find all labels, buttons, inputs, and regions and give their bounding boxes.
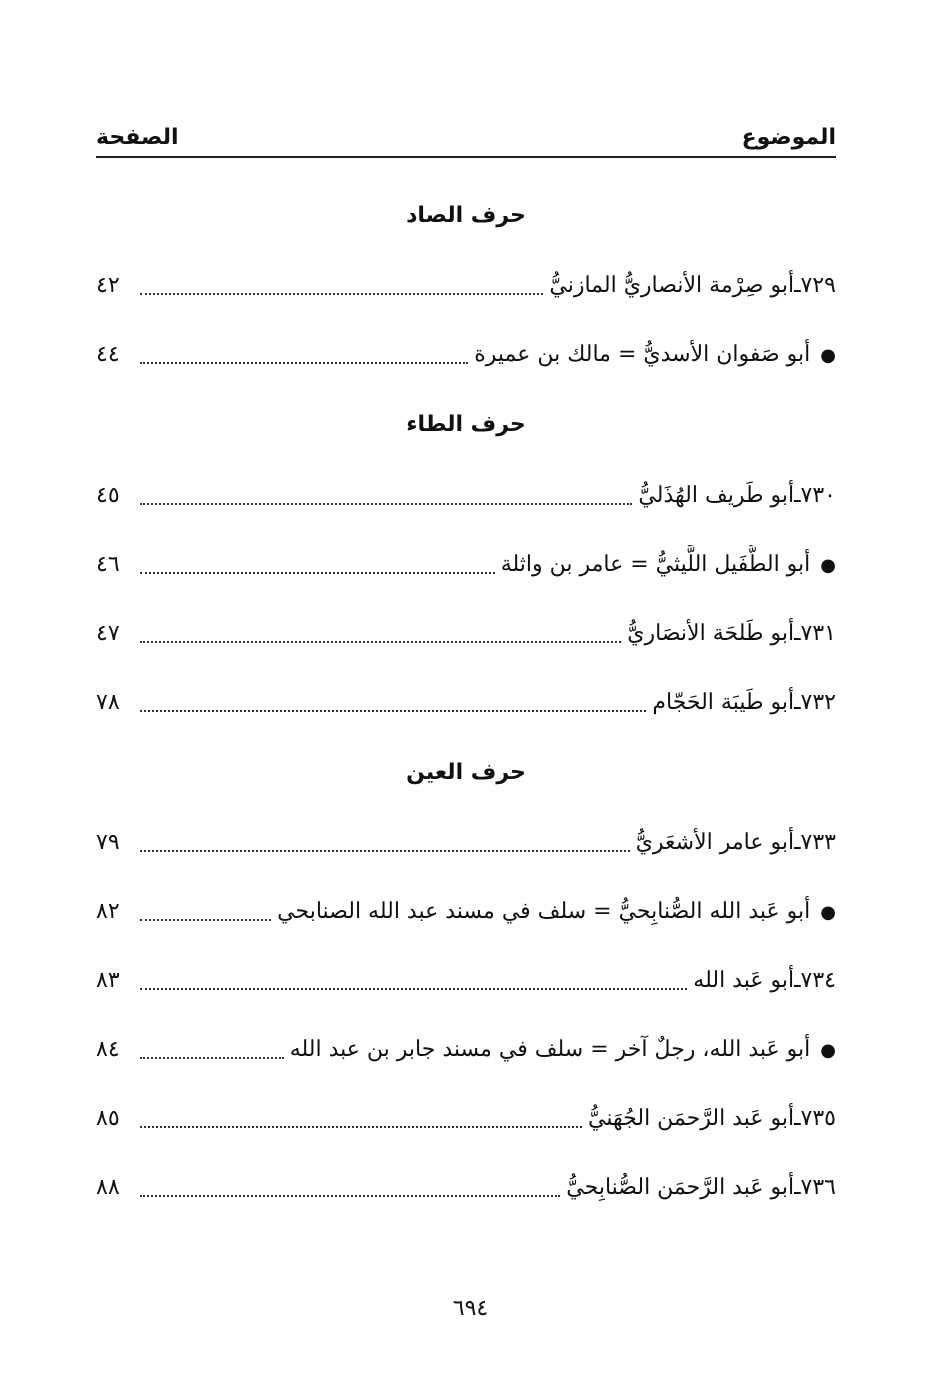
entry-page: ٨٥ <box>96 1106 120 1131</box>
entry-title: أبو صَفوان الأسديُّ = مالك بن عميرة <box>474 342 811 367</box>
page-number: ٦٩٤ <box>452 1296 489 1321</box>
list-item <box>96 1168 836 1208</box>
entry-page: ٧٩ <box>96 830 120 855</box>
page-column-label: الصفحة <box>96 125 179 150</box>
list-item <box>96 823 836 863</box>
entry-title: أبو عَبد الله الصُّنابِحيُّ = سلف في مسند عبد الله الصنابحي <box>277 899 811 924</box>
entry-page: ٨٤ <box>96 1037 120 1062</box>
entry-page: ٧٨ <box>96 690 120 715</box>
list-item <box>96 1099 836 1139</box>
bullet-icon: ● <box>820 902 836 923</box>
list-item <box>96 1030 836 1070</box>
header-divider <box>96 156 836 158</box>
list-item <box>96 476 836 516</box>
bullet-icon: ● <box>820 555 836 576</box>
dot-leader <box>140 572 495 574</box>
dot-leader <box>140 293 543 295</box>
list-item <box>96 335 836 375</box>
entry-number: ٧٢٩ـ <box>794 273 836 298</box>
dot-leader <box>140 641 621 643</box>
list-item <box>96 683 836 723</box>
entry-title: أبو عَبد الله <box>693 968 795 993</box>
entry-title: أبو صِرْمة الأنصاريُّ المازنيُّ <box>549 273 795 298</box>
entry-number: ٧٣١ـ <box>794 621 836 646</box>
dot-leader <box>140 850 630 852</box>
section-heading-ain: حرف العين <box>406 760 526 785</box>
entry-page: ٤٤ <box>96 342 120 367</box>
entry-page: ٤٧ <box>96 621 120 646</box>
section-heading-ta: حرف الطاء <box>406 412 526 437</box>
entry-page: ٤٢ <box>96 273 120 298</box>
entry-number: ٧٣٤ـ <box>794 968 836 993</box>
list-item <box>96 961 836 1001</box>
entry-page: ٤٦ <box>96 552 120 577</box>
entry-title: أبو عَبد الرَّحمَن الجُهَنيُّ <box>588 1106 795 1131</box>
entry-title: أبو طَيبَة الحَجّام <box>652 690 795 715</box>
topic-column-label: الموضوع <box>741 125 836 150</box>
bullet-icon: ● <box>820 1040 836 1061</box>
entry-title: أبو الطُّفَيل اللَّيثيُّ = عامر بن واثلة <box>500 552 811 577</box>
dot-leader <box>140 1057 284 1059</box>
entry-number: ٧٣٢ـ <box>794 690 836 715</box>
dot-leader <box>140 988 687 990</box>
entry-title: أبو طَريف الهُذَليُّ <box>638 483 795 508</box>
dot-leader <box>140 1195 560 1197</box>
entry-page: ٤٥ <box>96 483 120 508</box>
bullet-icon: ● <box>820 345 836 366</box>
dot-leader <box>140 503 632 505</box>
entry-number: ٧٣٦ـ <box>794 1175 836 1200</box>
entry-number: ٧٣٠ـ <box>794 483 836 508</box>
entry-number: ٧٣٥ـ <box>794 1106 836 1131</box>
entry-page: ٨٨ <box>96 1175 120 1200</box>
entry-title: أبو عامر الأشعَريُّ <box>635 830 795 855</box>
entry-title: أبو طَلحَة الأنصَاريُّ <box>627 621 795 646</box>
dot-leader <box>140 919 271 921</box>
entry-page: ٨٢ <box>96 899 120 924</box>
entry-title: أبو عَبد الله، رجلٌ آخر = سلف في مسند جابر بن عبد الله <box>289 1037 811 1062</box>
list-item <box>96 614 836 654</box>
dot-leader <box>140 362 468 364</box>
section-heading-sad: حرف الصاد <box>406 203 526 228</box>
table-header <box>96 110 836 150</box>
entry-number: ٧٣٣ـ <box>794 830 836 855</box>
entry-title: أبو عَبد الرَّحمَن الصُّنابِحيُّ <box>566 1175 795 1200</box>
entry-page: ٨٣ <box>96 968 120 993</box>
dot-leader <box>140 1126 582 1128</box>
list-item <box>96 545 836 585</box>
list-item <box>96 266 836 306</box>
dot-leader <box>140 710 646 712</box>
list-item <box>96 892 836 932</box>
